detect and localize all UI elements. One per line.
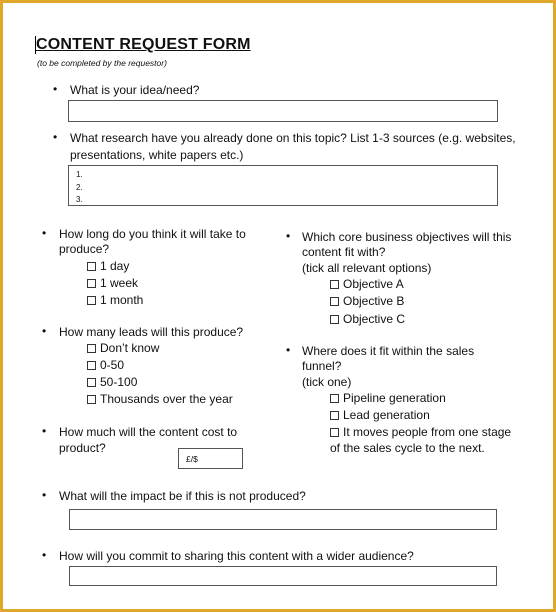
bullet: • bbox=[42, 488, 47, 502]
research-item-2: 2. bbox=[76, 183, 83, 192]
option-label: Don’t know bbox=[100, 341, 160, 355]
checkbox[interactable] bbox=[87, 279, 96, 288]
option-label: Thousands over the year bbox=[100, 392, 233, 406]
option-label: 0-50 bbox=[100, 358, 125, 372]
checkbox[interactable] bbox=[87, 395, 96, 404]
form-title: CONTENT REQUEST FORM bbox=[36, 36, 251, 53]
question-objectives-line1: Which core business objectives will this bbox=[302, 230, 512, 244]
option-label: Objective B bbox=[343, 294, 405, 308]
funnel-option-pipeline[interactable] bbox=[330, 390, 446, 406]
option-label: 1 month bbox=[100, 293, 144, 307]
objective-option-c[interactable] bbox=[330, 311, 405, 327]
lead-option-0-50[interactable] bbox=[87, 357, 124, 373]
checkbox[interactable] bbox=[87, 361, 96, 370]
time-option-1-day[interactable] bbox=[87, 258, 129, 274]
checkbox[interactable] bbox=[330, 411, 339, 420]
option-label: 1 day bbox=[100, 259, 130, 273]
research-item-1: 1. bbox=[76, 170, 83, 179]
question-objectives-line3: (tick all relevant options) bbox=[302, 261, 432, 275]
option-label: Objective A bbox=[343, 277, 404, 291]
question-time-line1: How long do you think it will take to bbox=[59, 227, 246, 241]
question-share: How will you commit to sharing this content with a wider audience? bbox=[59, 549, 414, 563]
option-label: Pipeline generation bbox=[343, 391, 446, 405]
objective-option-a[interactable] bbox=[330, 276, 404, 292]
bullet: • bbox=[42, 548, 47, 562]
form-subtitle: (to be completed by the requestor) bbox=[37, 58, 167, 68]
question-objectives-line2: content fit with? bbox=[302, 245, 386, 259]
cost-input[interactable] bbox=[178, 448, 243, 469]
question-funnel-line3: (tick one) bbox=[302, 375, 352, 389]
lead-option-thousands[interactable] bbox=[87, 391, 233, 407]
option-label: Objective C bbox=[343, 312, 406, 326]
checkbox[interactable] bbox=[87, 296, 96, 305]
checkbox[interactable] bbox=[87, 378, 96, 387]
funnel-option-moves-people-cont: of the sales cycle to the next. bbox=[330, 441, 485, 455]
question-cost-line1: How much will the content cost to bbox=[59, 425, 238, 439]
funnel-option-moves-people[interactable] bbox=[330, 424, 511, 440]
question-research-line2: presentations, white papers etc.) bbox=[70, 148, 244, 162]
idea-input[interactable] bbox=[68, 100, 498, 122]
cost-currency-label: £/$ bbox=[186, 454, 198, 464]
bullet: • bbox=[42, 226, 47, 240]
share-input[interactable] bbox=[69, 566, 497, 586]
bullet: • bbox=[286, 229, 291, 243]
option-label: 50-100 bbox=[100, 375, 138, 389]
checkbox[interactable] bbox=[87, 344, 96, 353]
bullet: • bbox=[53, 130, 58, 144]
question-funnel-line2: funnel? bbox=[302, 359, 342, 373]
question-time-line2: produce? bbox=[59, 242, 110, 256]
lead-option-dont-know[interactable] bbox=[87, 340, 159, 356]
impact-input[interactable] bbox=[69, 509, 497, 530]
objective-option-b[interactable] bbox=[330, 293, 404, 309]
checkbox[interactable] bbox=[330, 428, 339, 437]
lead-option-50-100[interactable] bbox=[87, 374, 137, 390]
bullet: • bbox=[42, 324, 47, 338]
option-label: Lead generation bbox=[343, 408, 430, 422]
option-label: It moves people from one stage bbox=[343, 425, 512, 439]
time-option-1-week[interactable] bbox=[87, 275, 138, 291]
question-impact: What will the impact be if this is not produced? bbox=[59, 489, 306, 503]
research-item-3: 3. bbox=[76, 195, 83, 204]
question-cost-line2: product? bbox=[59, 441, 106, 455]
question-idea: What is your idea/need? bbox=[70, 83, 200, 97]
research-input[interactable] bbox=[68, 165, 498, 206]
funnel-option-lead-generation[interactable] bbox=[330, 407, 430, 423]
checkbox[interactable] bbox=[330, 297, 339, 306]
bullet: • bbox=[286, 343, 291, 357]
checkbox[interactable] bbox=[87, 262, 96, 271]
option-label: 1 week bbox=[100, 276, 139, 290]
checkbox[interactable] bbox=[330, 280, 339, 289]
checkbox[interactable] bbox=[330, 394, 339, 403]
checkbox[interactable] bbox=[330, 315, 339, 324]
question-research-line1: What research have you already done on this topic? List 1-3 sources (e.g. websites, bbox=[70, 131, 516, 145]
bullet: • bbox=[42, 424, 47, 438]
bullet: • bbox=[53, 82, 58, 96]
question-leads: How many leads will this produce? bbox=[59, 325, 244, 339]
question-funnel-line1: Where does it fit within the sales bbox=[302, 344, 475, 358]
time-option-1-month[interactable] bbox=[87, 292, 143, 308]
